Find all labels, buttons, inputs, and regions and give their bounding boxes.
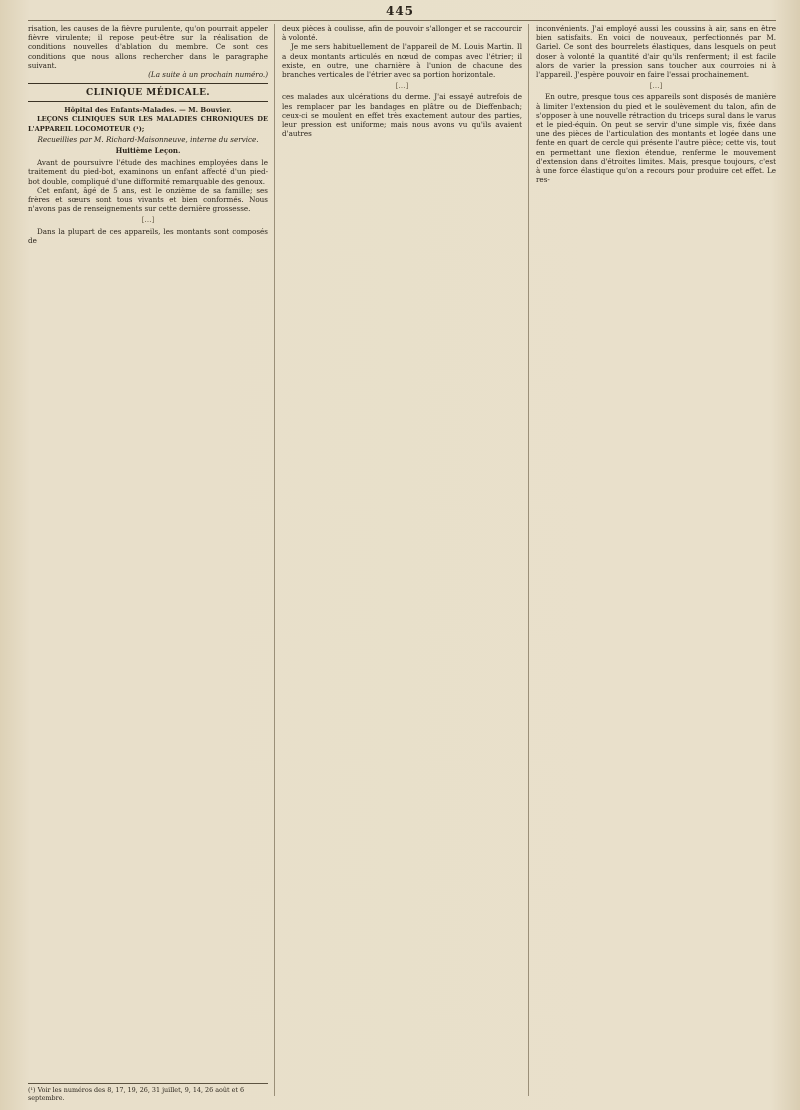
column-2 [282, 24, 522, 1094]
paragraph: inconvénients. J'ai employé aussi les coussins à air, sans en être bien satisfaits. En voici de nouveaux, perfectionnés par M. Gariel. Ce sont des bourrelets élastiques, dans lesquels on peut doser à volonté la quantité d'air qu'ils renferment; il est facile alors de varier la pression sans toucher aux courroies ni à l'appareil. J'espère pouvoir en faire l'essai prochainement. [536, 24, 776, 80]
omission-marker: […] [141, 215, 155, 225]
footnote: (¹) Voir les numéros des 8, 17, 19, 26, 31 juillet, 9, 14, 26 août et 6 septembre. [28, 1086, 245, 1102]
paragraph: Cet enfant, âgé de 5 ans, est le onzième de sa famille; ses frères et sœurs sont tous vivants et bien conformés. Nous n'avons pas de renseignements sur cette dernière grossesse. [28, 185, 268, 214]
header-rule [28, 20, 776, 21]
paragraph: Dans la plupart de ces appareils, les montants sont composés de [28, 226, 268, 245]
paragraph: deux pièces à coulisse, afin de pouvoir s'allonger et se raccourcir à volonté. [282, 24, 522, 43]
collected-by: Recueillies par M. Richard-Maisonneuve, interne du service. [37, 134, 259, 144]
omission-marker: […] [649, 81, 663, 91]
paragraph: En outre, presque tous ces appareils sont disposés de manière à limiter l'extension du pied et le soulèvement du talon, afin de s'opposer à une nouvelle rétraction du triceps sural dans le varus et le pied-équin. On peut se servir d'une simple vis, fixée dans une des pièces de l'articulation des montants et logée dans une fente en quart de cercle qui présente l'autre pièce; cette vis, tout en permettant une flexion étendue, renferme le mouvement d'extension dans d'étroites limites. Mais, presque toujours, c'est à une force élastique qu'on a recours pour produire cet effet. Le res- [536, 92, 776, 185]
lessons-title: LEÇONS CLINIQUES SUR LES MALADIES CHRONIQUES DE L'APPAREIL LOCOMOTEUR (¹); [28, 115, 268, 133]
lead-continuation: risation, les causes de la fièvre purulente, qu'on pourrait appeler fièvre virulente; il repose peut-être sur la réalisation de conditions nouvelles d'ablation du membre. Ce sont ces conditions que nous allons rechercher dans le paragraphe suivant. [28, 24, 268, 70]
column-separator [274, 24, 275, 1096]
paragraph: Avant de poursuivre l'étude des machines employées dans le traitement du pied-bot, examinons un enfant affecté d'un pied-bot double, compliqué d'une difformité remarquable des genoux. [28, 158, 268, 186]
column-1 [28, 24, 268, 1094]
lesson-number: Huitième Leçon. [115, 146, 181, 156]
page-number: 445 [385, 4, 415, 18]
omission-marker: […] [395, 81, 409, 91]
section-rule [28, 83, 268, 84]
paragraph: ces malades aux ulcérations du derme. J'ai essayé autrefois de les remplacer par les bandages en plâtre ou de Dieffenbach; ceux-ci se moulent en effet très exactement autour des parties, leur pression est uniforme; mais nous avons vu qu'ils avaient d'autres [282, 92, 522, 139]
section-rule [28, 101, 268, 102]
paragraph: Je me sers habituellement de l'appareil de M. Louis Martin. Il a deux montants articulés en nœud de compas avec l'étrier; il existe, en outre, une charnière à l'union de chacune des branches verticales de l'étrier avec sa portion horizontale. [282, 42, 522, 80]
section-title: CLINIQUE MÉDICALE. [85, 88, 211, 99]
hospital-line: Hôpital des Enfants-Malades. — M. Bouvier. [64, 106, 232, 115]
continued-note: (La suite à un prochain numéro.) [148, 70, 268, 80]
footnote-rule [28, 1083, 268, 1084]
column-separator [528, 24, 529, 1096]
column-3 [536, 24, 776, 1094]
